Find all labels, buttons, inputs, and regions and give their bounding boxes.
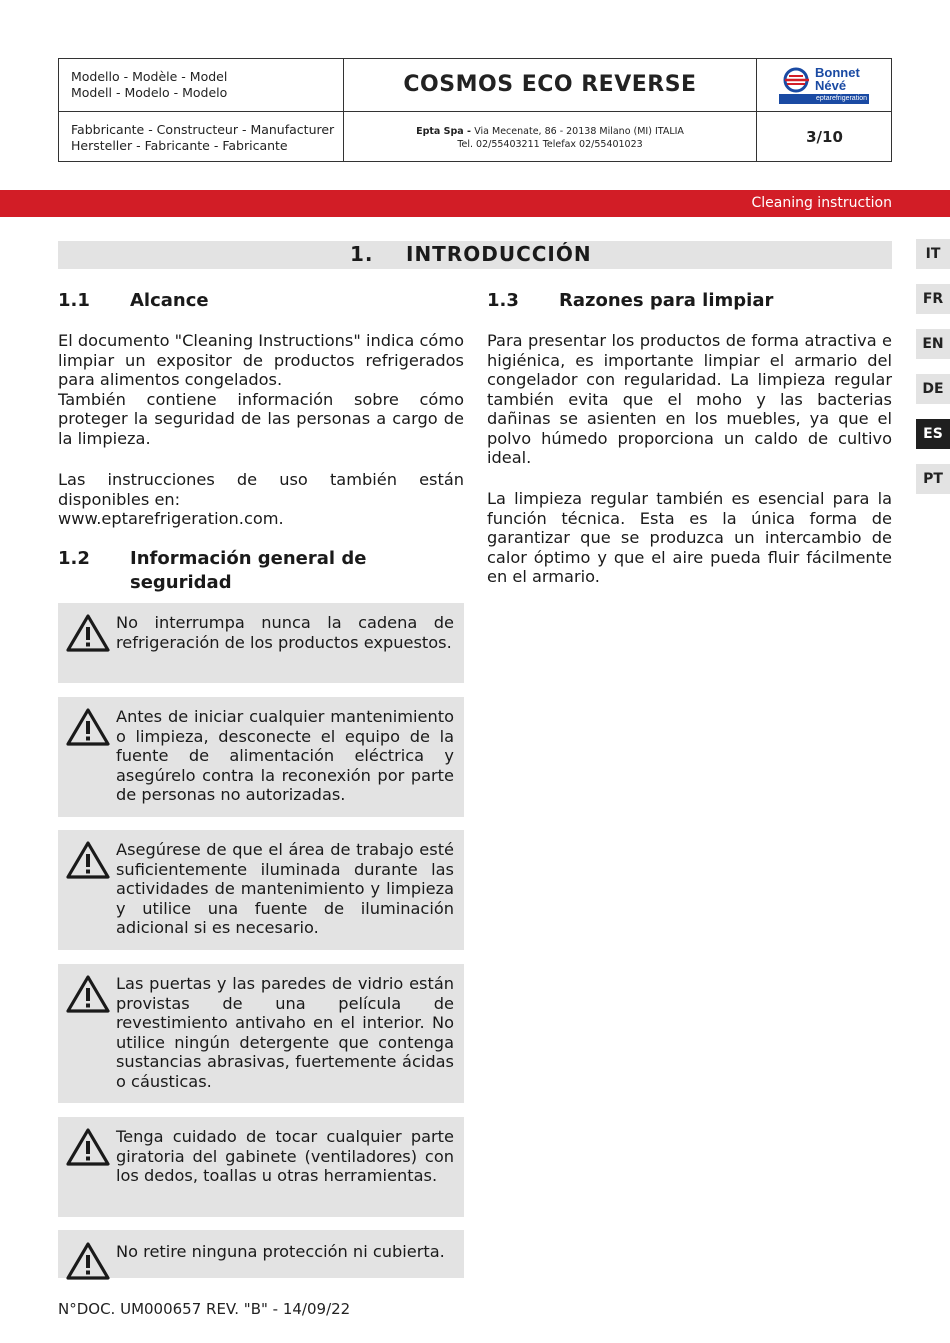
document-header (58, 58, 892, 162)
subsection-heading-1-2 (58, 547, 458, 597)
warning-text: Asegúrese de que el área de trabajo esté suficientemente iluminada durante las actividades de mantenimiento y limpieza y utilice una fuente de iluminación adicional si es necesario. (116, 840, 454, 937)
product-title: COSMOS ECO REVERSE (403, 72, 697, 97)
scope-text-1: El documento "Cleaning Instructions" indica cómo limpiar un expositor de productos refrigerados para alimentos congelados. (58, 331, 464, 389)
section-number: 1. (350, 242, 374, 266)
warning-triangle-icon (66, 613, 110, 653)
warning-text: Antes de iniciar cualquier mantenimiento o limpieza, desconecte el equipo de la fuente de alimentación eléctrica y asegúrelo contra la reconexión por parte de personas no autorizadas. (116, 707, 454, 804)
section-band (0, 190, 950, 217)
warning-box (58, 697, 464, 817)
subsection-number: 1.2 (58, 548, 90, 569)
band-label: Cleaning instruction (751, 195, 892, 211)
model-label (71, 69, 227, 101)
subsection-heading-1-1 (58, 289, 458, 315)
availability-paragraph (58, 470, 464, 529)
document-reference: N°DOC. UM000657 REV. "B" - 14/09/22 (58, 1300, 351, 1318)
lang-tab-es[interactable]: ES (916, 419, 950, 449)
lang-tab-it[interactable]: IT (916, 239, 950, 269)
availability-text: Las instrucciones de uso también están disponibles en: (58, 470, 464, 509)
subsection-heading-1-3 (487, 289, 892, 315)
logo-text-bonnet: Bonnet (815, 65, 860, 80)
lang-tab-de[interactable]: DE (916, 374, 950, 404)
page-number: 3/10 (806, 128, 843, 146)
address-line-2: Tel. 02/55403211 Telefax 02/55401023 (457, 139, 643, 150)
logo-swirl-icon (779, 66, 813, 94)
warning-triangle-icon (66, 1127, 110, 1167)
reasons-paragraph-2: La limpieza regular también es esencial para la función técnica. Esta es la única forma de garantizar que se produzca un intercambio de calor óptimo y que el aire pueda fluir fácilmente en el armario. (487, 489, 892, 586)
company-address (344, 125, 756, 151)
subsection-title: Razones para limpiar (559, 290, 774, 311)
subsection-number: 1.1 (58, 290, 90, 311)
manufacturer-label (71, 122, 334, 154)
warning-box (58, 1230, 464, 1278)
brand-logo (757, 59, 892, 111)
warning-box (58, 603, 464, 683)
warning-triangle-icon (66, 707, 110, 747)
logo-text-epta: eptarefrigeration (779, 94, 869, 104)
subsection-title-line-2: seguridad (130, 572, 232, 593)
section-title: INTRODUCCIÓN (406, 242, 592, 266)
manufacturer-label-line-2: Hersteller - Fabricante - Fabricante (71, 138, 288, 153)
logo-text-neve: Névé (815, 78, 847, 93)
company-name: Epta Spa - (416, 126, 475, 137)
reasons-paragraph-1: Para presentar los productos de forma atractiva e higiénica, es importante limpiar el armario del congelador con regularidad. La limpieza regular también evita que el moho y las bacterias dañinas se asienten en los muebles, ya que el polvo húmedo proporciona un caldo de cultivo ideal. (487, 331, 892, 467)
model-label-line-1: Modello - Modèle - Model (71, 69, 228, 84)
subsection-title-line-1: Información general de (130, 548, 367, 569)
manufacturer-label-line-1: Fabbricante - Constructeur - Manufacturer (71, 122, 335, 137)
warning-triangle-icon (66, 840, 110, 880)
warning-box (58, 1117, 464, 1217)
warning-text: No interrumpa nunca la cadena de refrigeración de los productos expuestos. (116, 613, 454, 652)
subsection-title: Alcance (130, 290, 209, 311)
section-title-bar (58, 241, 892, 269)
warning-triangle-icon (66, 974, 110, 1014)
lang-tab-pt[interactable]: PT (916, 464, 950, 494)
lang-tab-en[interactable]: EN (916, 329, 950, 359)
address-line-1: Via Mecenate, 86 - 20138 Milano (MI) ITALIA (474, 126, 684, 137)
lang-tab-fr[interactable]: FR (916, 284, 950, 314)
scope-text-2: También contiene información sobre cómo proteger la seguridad de las personas a cargo de la limpieza. (58, 389, 464, 448)
website-link[interactable]: www.eptarefrigeration.com. (58, 509, 284, 528)
warning-box (58, 830, 464, 950)
warning-text: Tenga cuidado de tocar cualquier parte giratoria del gabinete (ventiladores) con los dedos, toallas u otras herramientas. (116, 1127, 454, 1185)
model-label-line-2: Modell - Modelo - Modelo (71, 85, 228, 100)
subsection-number: 1.3 (487, 290, 519, 311)
subsection-title (130, 547, 366, 595)
scope-paragraph (58, 331, 464, 448)
warning-text: No retire ninguna protección ni cubierta. (116, 1242, 445, 1261)
warning-text: Las puertas y las paredes de vidrio están provistas de una película de revestimiento antivaho en el interior. No utilice ningún detergente que contenga sustancias abrasivas, fuertemente ácidas o cáusticas. (116, 974, 454, 1091)
warning-triangle-icon (66, 1241, 110, 1281)
warning-box (58, 964, 464, 1103)
